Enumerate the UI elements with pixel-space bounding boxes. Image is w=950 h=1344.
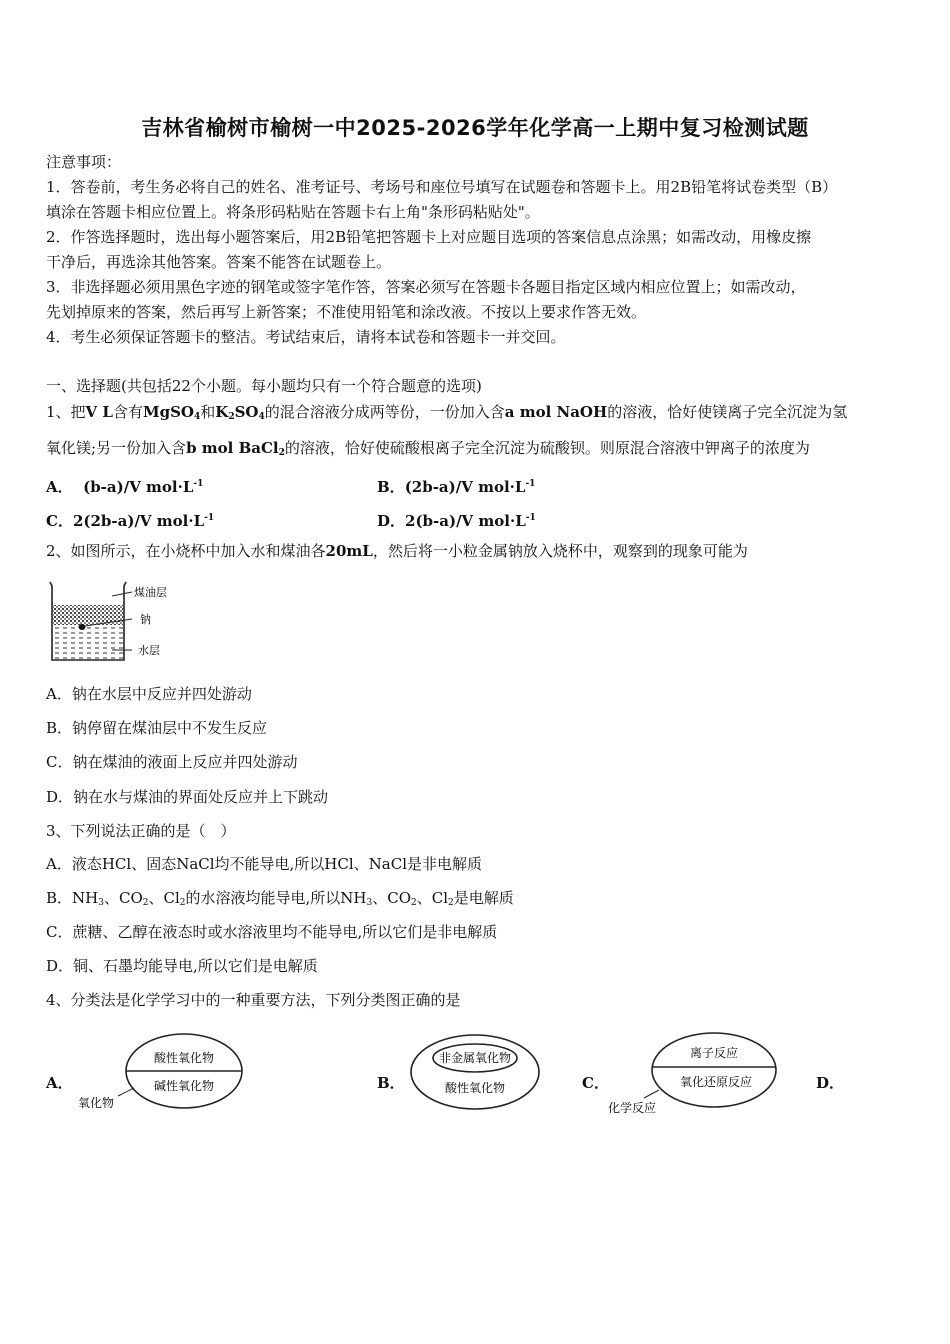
q4-diagram-b: [405, 1030, 545, 1114]
sodium-piece: [79, 624, 86, 630]
diagram-a-outer-label: 氧化物: [78, 1096, 115, 1110]
q2-option-b[interactable]: B．钠停留在煤油层中不发生反应: [46, 719, 268, 737]
q3-option-b[interactable]: B．$NH_3$、$CO_2$、$Cl_2$的水溶液均能导电,所以$NH_3$、$CO_2$、$Cl_2$是电解质: [46, 889, 514, 908]
q4-option-c-label[interactable]: C．: [582, 1074, 609, 1092]
diagram-a-top-label: 酸性氧化物: [153, 1051, 215, 1065]
q4-stem: 4、分类法是化学学习中的一种重要方法，下列分类图正确的是: [46, 991, 461, 1009]
q3-option-a[interactable]: A．液态HCl、固态NaCl均不能导电,所以HCl、NaCl是非电解质: [46, 855, 482, 873]
diagram-a-leader: [118, 1088, 134, 1096]
fig-label-water: 水层: [138, 644, 160, 657]
diagram-c-top-label: 离子反应: [689, 1046, 739, 1060]
notice-line-7: 4．考生必须保证答题卡的整洁。考试结束后，请将本试卷和答题卡一并交回。: [46, 328, 566, 346]
section-heading: 一、选择题(共包括22个小题。每小题均只有一个符合题意的选项): [46, 377, 482, 395]
q3-option-c[interactable]: C．蔗糖、乙醇在液态时或水溶液里均不能导电,所以它们是非电解质: [46, 923, 498, 941]
fig-label-sodium: 钠: [140, 613, 151, 626]
q1-option-d[interactable]: D．2(b-a)/V $mol\cdot L^{-1}$: [377, 512, 536, 530]
fig-label-oil: 煤油层: [134, 586, 167, 599]
q1-stem-line-2: 氧化镁;另一份加入含b mol BaCl$_2$的溶液，恰好使硫酸根离子完全沉淀为硫酸钡。则原混合溶液中钾离子的浓度为: [46, 439, 810, 458]
notice-line-1: 1．答卷前，考生务必将自己的姓名、准考证号、考场号和座位号填写在试题卷和答题卡上。用2B铅笔将试卷类型（B）: [46, 178, 838, 196]
q2-stem: 2、如图所示，在小烧杯中加入水和煤油各20mL，然后将一小粒金属钠放入烧杯中，观察到的现象可能为: [46, 542, 748, 560]
notice-heading: 注意事项：: [46, 153, 122, 171]
q2-option-d[interactable]: D．钠在水与煤油的界面处反应并上下跳动: [46, 788, 329, 806]
q2-option-c[interactable]: C．钠在煤油的液面上反应并四处游动: [46, 753, 298, 771]
q4-option-d-label[interactable]: D．: [816, 1074, 845, 1092]
diagram-b-outer-label: 酸性氧化物: [444, 1081, 506, 1095]
q4-diagram-a: [76, 1030, 246, 1114]
q4-option-b-label[interactable]: B．: [377, 1074, 405, 1092]
diagram-c-bottom-label: 氧化还原反应: [679, 1075, 753, 1089]
diagram-c-outer-label: 化学反应: [608, 1101, 657, 1115]
notice-line-5: 3．非选择题必须用黑色字迹的钢笔或签字笔作答，答案必须写在答题卡各题目指定区域内相应位置上；如需改动，: [46, 278, 806, 296]
q1-option-a[interactable]: A． (b-a)/V $mol\cdot L^{-1}$: [46, 478, 204, 496]
notice-line-4: 干净后，再选涂其他答案。答案不能答在试题卷上。: [46, 253, 392, 271]
q1-option-b[interactable]: B．(2b-a)/V $mol\cdot L^{-1}$: [377, 478, 536, 496]
q1-option-c[interactable]: C．2(2b-a)/V $mol\cdot L^{-1}$: [46, 512, 215, 530]
notice-line-3: 2．作答选择题时，选出每小题答案后，用2B铅笔把答题卡上对应题目选项的答案信息点涂黑；如需改动，用橡皮擦: [46, 228, 812, 246]
q2-option-a[interactable]: A．钠在水层中反应并四处游动: [46, 685, 252, 703]
q1-stem-line-1: 1、把V L含有MgSO$_4$和$K_2SO_4$的混合溶液分成两等份，一份加入含a mol NaOH的溶液，恰好使镁离子完全沉淀为氢: [46, 403, 848, 422]
q3-stem: 3、下列说法正确的是（ ）: [46, 822, 236, 840]
q4-diagram-c: [604, 1030, 804, 1120]
oil-leader: [112, 592, 132, 596]
water-layer: [53, 625, 123, 659]
diagram-b-inner-label: 非金属氧化物: [438, 1051, 512, 1065]
diagram-c-leader: [644, 1090, 659, 1098]
q4-option-a-label[interactable]: A．: [46, 1074, 73, 1092]
beaker-figure: [46, 580, 176, 666]
diagram-c-ellipse: [652, 1033, 776, 1107]
notice-line-2: 填涂在答题卡相应位置上。将条形码粘贴在答题卡右上角"条形码粘贴处"。: [46, 203, 540, 221]
q3-option-d[interactable]: D．铜、石墨均能导电,所以它们是电解质: [46, 957, 318, 975]
notice-line-6: 先划掉原来的答案，然后再写上新答案；不准使用铅笔和涂改液。不按以上要求作答无效。: [46, 303, 647, 321]
diagram-a-bottom-label: 碱性氧化物: [153, 1079, 215, 1093]
page-title: 吉林省榆树市榆树一中2025-2026学年化学高一上期中复习检测试题: [141, 116, 809, 140]
